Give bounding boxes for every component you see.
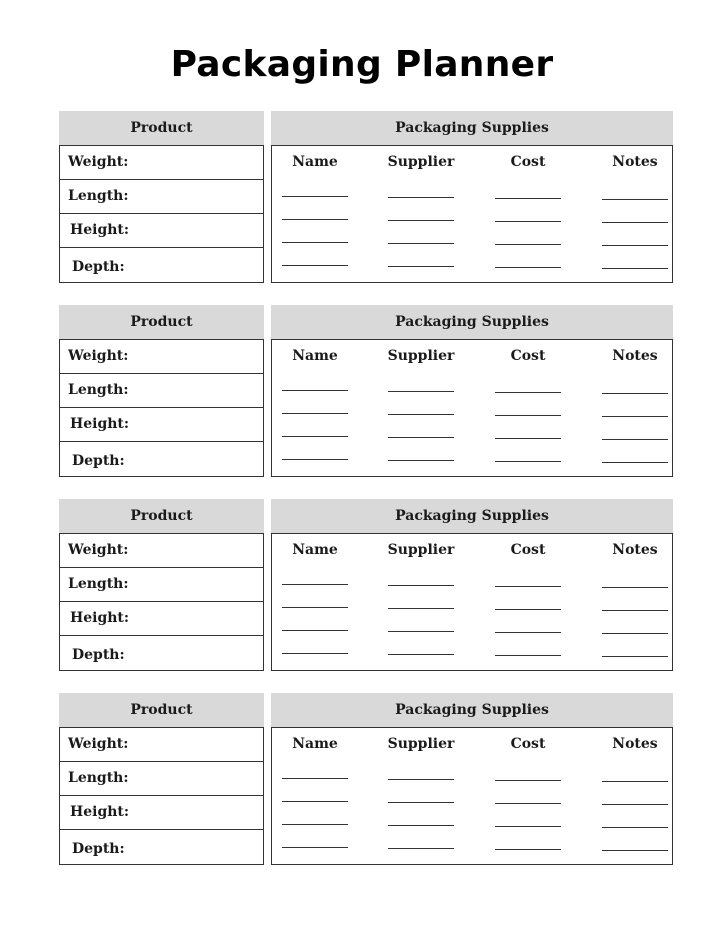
length-label[interactable]: Length:	[60, 762, 263, 796]
write-in-line[interactable]	[282, 413, 348, 414]
write-in-line[interactable]	[602, 462, 668, 463]
packaging-supplies-header: Packaging Supplies	[271, 499, 673, 533]
column-header-supplier: Supplier	[387, 154, 455, 170]
supplies-column-name	[280, 146, 350, 282]
write-in-line[interactable]	[388, 266, 454, 267]
supplies-column-notes	[600, 534, 670, 670]
write-in-line[interactable]	[388, 802, 454, 803]
write-in-line[interactable]	[602, 587, 668, 588]
supplies-column-supplier	[386, 534, 456, 670]
column-header-notes: Notes	[612, 542, 658, 558]
supplies-column-cost	[493, 146, 563, 282]
write-in-line[interactable]	[495, 244, 561, 245]
write-in-line[interactable]	[495, 221, 561, 222]
write-in-line[interactable]	[388, 460, 454, 461]
write-in-line[interactable]	[495, 849, 561, 850]
column-header-notes: Notes	[612, 348, 658, 364]
write-in-line[interactable]	[602, 804, 668, 805]
write-in-line[interactable]	[495, 609, 561, 610]
write-in-line[interactable]	[495, 267, 561, 268]
write-in-line[interactable]	[282, 584, 348, 585]
column-header-cost: Cost	[510, 736, 546, 752]
depth-label[interactable]: Depth:	[72, 647, 125, 663]
column-header-cost: Cost	[510, 542, 546, 558]
write-in-line[interactable]	[282, 242, 348, 243]
write-in-line[interactable]	[602, 827, 668, 828]
column-header-name: Name	[292, 154, 338, 170]
page-title: Packaging Planner	[170, 44, 554, 85]
length-label[interactable]: Length:	[60, 374, 263, 408]
depth-label[interactable]: Depth:	[72, 841, 125, 857]
column-header-cost: Cost	[510, 348, 546, 364]
write-in-line[interactable]	[602, 199, 668, 200]
depth-label[interactable]: Depth:	[72, 453, 125, 469]
height-label[interactable]: Height:	[60, 796, 263, 830]
column-header-name: Name	[292, 348, 338, 364]
write-in-line[interactable]	[388, 585, 454, 586]
write-in-line[interactable]	[282, 824, 348, 825]
write-in-line[interactable]	[495, 438, 561, 439]
write-in-line[interactable]	[282, 607, 348, 608]
write-in-line[interactable]	[602, 439, 668, 440]
supplies-column-notes	[600, 146, 670, 282]
write-in-line[interactable]	[495, 461, 561, 462]
write-in-line[interactable]	[495, 803, 561, 804]
write-in-line[interactable]	[282, 436, 348, 437]
height-label[interactable]: Height:	[60, 214, 263, 248]
column-header-notes: Notes	[612, 154, 658, 170]
product-header: Product	[59, 499, 264, 533]
planner-section	[0, 111, 724, 287]
write-in-line[interactable]	[388, 243, 454, 244]
write-in-line[interactable]	[602, 222, 668, 223]
write-in-line[interactable]	[495, 415, 561, 416]
product-dimensions-box	[59, 145, 264, 283]
write-in-line[interactable]	[495, 198, 561, 199]
supplies-box	[271, 727, 673, 865]
column-header-notes: Notes	[612, 736, 658, 752]
write-in-line[interactable]	[495, 780, 561, 781]
write-in-line[interactable]	[602, 633, 668, 634]
write-in-line[interactable]	[602, 781, 668, 782]
write-in-line[interactable]	[602, 656, 668, 657]
supplies-column-name	[280, 728, 350, 864]
write-in-line[interactable]	[388, 197, 454, 198]
write-in-line[interactable]	[495, 655, 561, 656]
write-in-line[interactable]	[388, 779, 454, 780]
write-in-line[interactable]	[602, 850, 668, 851]
height-label[interactable]: Height:	[60, 602, 263, 636]
write-in-line[interactable]	[495, 586, 561, 587]
product-dimensions-box	[59, 727, 264, 865]
column-header-name: Name	[292, 736, 338, 752]
write-in-line[interactable]	[602, 268, 668, 269]
write-in-line[interactable]	[388, 437, 454, 438]
height-label[interactable]: Height:	[60, 408, 263, 442]
supplies-box	[271, 339, 673, 477]
write-in-line[interactable]	[388, 654, 454, 655]
write-in-line[interactable]	[388, 848, 454, 849]
column-header-supplier: Supplier	[387, 348, 455, 364]
planner-section	[0, 305, 724, 481]
supplies-column-cost	[493, 728, 563, 864]
weight-label[interactable]: Weight:	[60, 728, 263, 762]
column-header-supplier: Supplier	[387, 542, 455, 558]
write-in-line[interactable]	[602, 416, 668, 417]
supplies-column-notes	[600, 340, 670, 476]
write-in-line[interactable]	[388, 825, 454, 826]
write-in-line[interactable]	[282, 265, 348, 266]
write-in-line[interactable]	[282, 390, 348, 391]
write-in-line[interactable]	[602, 610, 668, 611]
write-in-line[interactable]	[388, 631, 454, 632]
column-header-name: Name	[292, 542, 338, 558]
write-in-line[interactable]	[282, 196, 348, 197]
write-in-line[interactable]	[282, 219, 348, 220]
write-in-line[interactable]	[388, 391, 454, 392]
weight-label[interactable]: Weight:	[60, 340, 263, 374]
write-in-line[interactable]	[282, 653, 348, 654]
supplies-column-name	[280, 340, 350, 476]
length-label[interactable]: Length:	[60, 568, 263, 602]
write-in-line[interactable]	[388, 414, 454, 415]
product-header: Product	[59, 693, 264, 727]
weight-label[interactable]: Weight:	[60, 146, 263, 180]
supplies-column-notes	[600, 728, 670, 864]
supplies-column-supplier	[386, 728, 456, 864]
supplies-column-name	[280, 534, 350, 670]
weight-label[interactable]: Weight:	[60, 534, 263, 568]
write-in-line[interactable]	[495, 392, 561, 393]
column-header-cost: Cost	[510, 154, 546, 170]
column-header-supplier: Supplier	[387, 736, 455, 752]
write-in-line[interactable]	[282, 459, 348, 460]
packaging-supplies-header: Packaging Supplies	[271, 111, 673, 145]
supplies-column-cost	[493, 340, 563, 476]
write-in-line[interactable]	[282, 778, 348, 779]
write-in-line[interactable]	[282, 801, 348, 802]
write-in-line[interactable]	[602, 393, 668, 394]
depth-label[interactable]: Depth:	[72, 259, 125, 275]
product-header: Product	[59, 305, 264, 339]
product-dimensions-box	[59, 533, 264, 671]
product-header: Product	[59, 111, 264, 145]
supplies-box	[271, 145, 673, 283]
packaging-supplies-header: Packaging Supplies	[271, 693, 673, 727]
write-in-line[interactable]	[388, 608, 454, 609]
supplies-box	[271, 533, 673, 671]
write-in-line[interactable]	[282, 630, 348, 631]
supplies-column-cost	[493, 534, 563, 670]
write-in-line[interactable]	[602, 245, 668, 246]
write-in-line[interactable]	[495, 826, 561, 827]
supplies-column-supplier	[386, 340, 456, 476]
write-in-line[interactable]	[282, 847, 348, 848]
supplies-column-supplier	[386, 146, 456, 282]
length-label[interactable]: Length:	[60, 180, 263, 214]
write-in-line[interactable]	[388, 220, 454, 221]
packaging-supplies-header: Packaging Supplies	[271, 305, 673, 339]
product-dimensions-box	[59, 339, 264, 477]
planner-section	[0, 693, 724, 869]
write-in-line[interactable]	[495, 632, 561, 633]
planner-section	[0, 499, 724, 675]
